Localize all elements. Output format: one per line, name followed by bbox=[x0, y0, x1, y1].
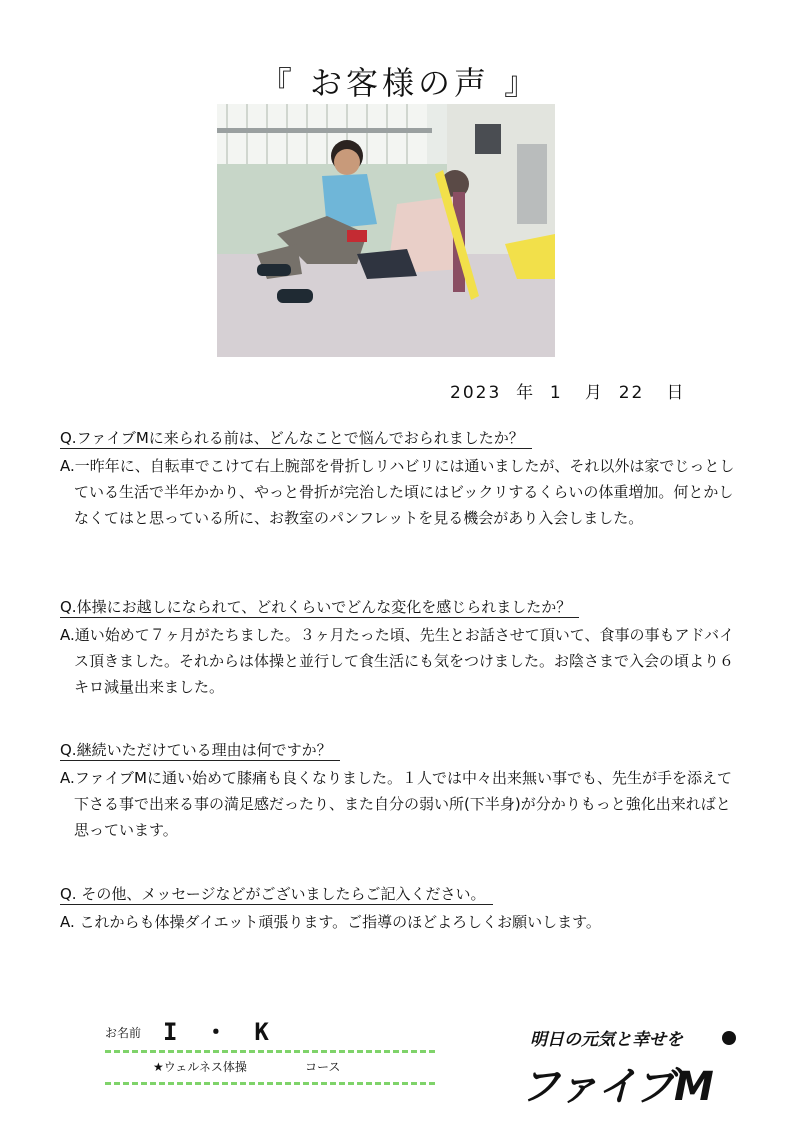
name-label: お名前 bbox=[105, 1026, 142, 1040]
name-section bbox=[105, 1012, 445, 1092]
answer: A.通い始めて７ヶ月がたちました。３ヶ月たった頃、先生とお話させて頂いて、食事の事もアドバイス頂きました。それからは体操と並行して食生活にも気をつけました。お陰さまで入会の頃より６キロ減量出来ました。 bbox=[60, 626, 735, 696]
answer: A. これからも体操ダイエット頑張ります。ご指導のほどよろしくお願いします。 bbox=[60, 913, 601, 931]
date: 2023 年 1 月 22 日 bbox=[450, 383, 686, 403]
page-title: 『 お客様の声 』 bbox=[259, 64, 541, 102]
course-name: ★ウェルネス体操 bbox=[153, 1060, 247, 1074]
logo-brand: ファイブM bbox=[520, 1064, 713, 1110]
question: Q.ファイブMに来られる前は、どんなことで悩んでおられましたか？ bbox=[60, 428, 532, 449]
qa-block-4 bbox=[60, 884, 740, 935]
name-value: I ・ K bbox=[163, 1018, 275, 1046]
question: Q.体操にお越しになられて、どれくらいでどんな変化を感じられましたか？ bbox=[60, 597, 579, 618]
qa-block-1 bbox=[60, 428, 740, 531]
customer-photo bbox=[217, 104, 555, 357]
question: Q.継続いただけている理由は何ですか？ bbox=[60, 740, 340, 761]
logo-tagline: 明日の元気と幸せを bbox=[530, 1030, 683, 1050]
answer: A.一昨年に、自転車でこけて右上腕部を骨折しリハビリには通いましたが、それ以外は家でじっとしている生活で半年かかり、やっと骨折が完治した頃にはビックリするくらいの体重増加。何とかしなくてはと思っている所に、お教室のパンフレットを見る機会があり入会しました。 bbox=[60, 457, 735, 527]
qa-block-3 bbox=[60, 740, 740, 843]
qa-block-2 bbox=[60, 597, 740, 700]
question: Q. その他、メッセージなどがございましたらご記入ください。 bbox=[60, 884, 493, 905]
divider bbox=[105, 1050, 435, 1053]
brand-logo bbox=[520, 1025, 750, 1115]
logo-dot-icon bbox=[722, 1031, 736, 1045]
answer: A.ファイブMに通い始めて膝痛も良くなりました。１人では中々出来無い事でも、先生が手を添えて下さる事で出来る事の満足感だったり、また自分の弱い所(下半身)が分かりもっと強化出来ればと思っています。 bbox=[60, 769, 732, 839]
divider bbox=[105, 1082, 435, 1085]
course-suffix: コース bbox=[305, 1060, 341, 1074]
